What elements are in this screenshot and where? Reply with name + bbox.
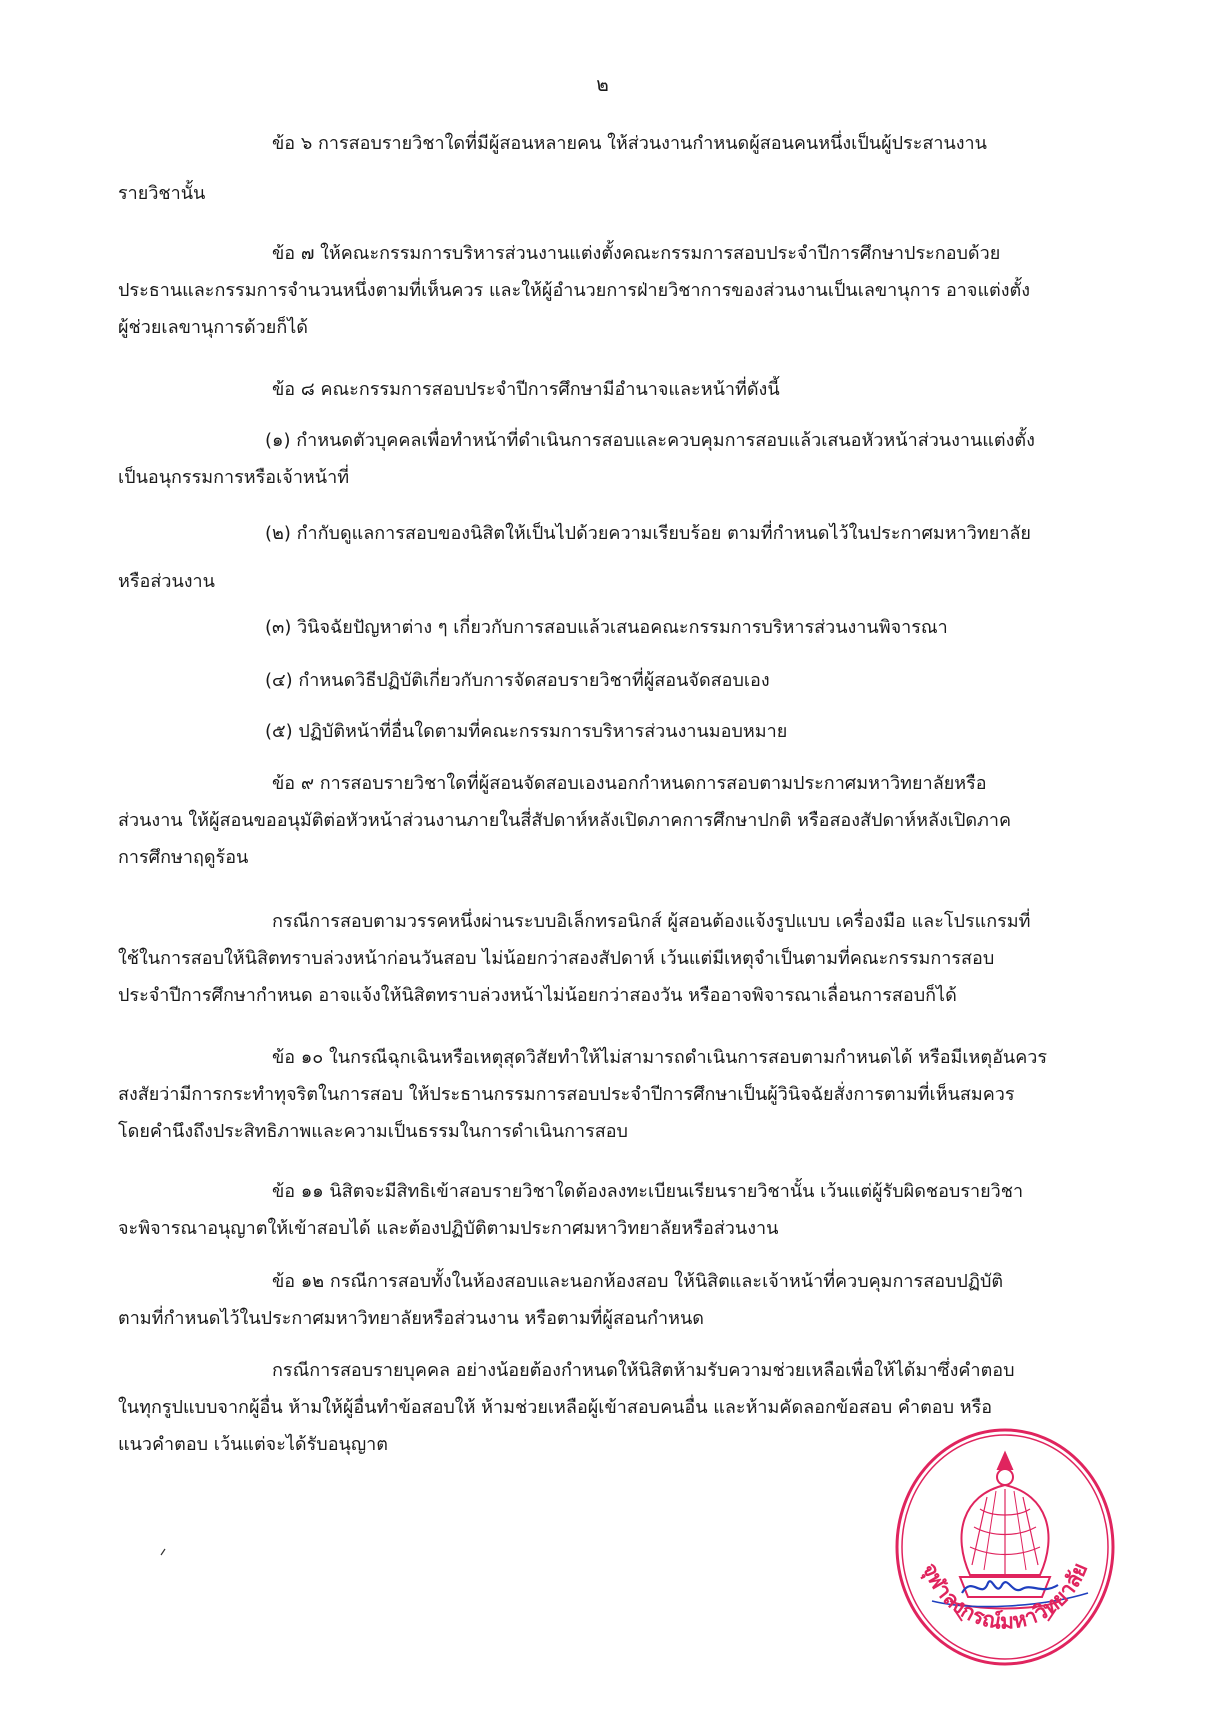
university-seal-icon <box>892 1425 1118 1669</box>
paragraph-line: โดยคำนึงถึงประสิทธิภาพและความเป็นธรรมในการดำเนินการสอบ <box>118 1121 628 1142</box>
paragraph-line: ผู้ช่วยเลขานุการด้วยก็ได้ <box>118 317 308 338</box>
paragraph-line: สงสัยว่ามีการกระทำทุจริตในการสอบ ให้ประธานกรรมการสอบประจำปีการศึกษาเป็นผู้วินิจฉัยสั่งการตามที่เห็นสมควร <box>118 1084 1015 1105</box>
paragraph-line: ใช้ในการสอบให้นิสิตทราบล่วงหน้าก่อนวันสอบ ไม่น้อยกว่าสองสัปดาห์ เว้นแต่มีเหตุจำเป็นตามที่คณะกรรมการสอบ <box>118 948 995 969</box>
paragraph-line: ข้อ ๗ ให้คณะกรรมการบริหารส่วนงานแต่งตั้งคณะกรรมการสอบประจำปีการศึกษาประกอบด้วย <box>272 243 1001 264</box>
paragraph-line: กรณีการสอบรายบุคคล อย่างน้อยต้องกำหนดให้นิสิตห้ามรับความช่วยเหลือเพื่อให้ได้มาซึ่งคำตอบ <box>272 1360 1015 1381</box>
paragraph-line: ข้อ ๘ คณะกรรมการสอบประจำปีการศึกษามีอำนาจและหน้าที่ดังนี้ <box>272 379 780 400</box>
paragraph-line: (๑) กำหนดตัวบุคคลเพื่อทำหน้าที่ดำเนินการสอบและควบคุมการสอบแล้วเสนอหัวหน้าส่วนงานแต่งตั้ง <box>265 430 1035 451</box>
paragraph-line: กรณีการสอบตามวรรคหนึ่งผ่านระบบอิเล็กทรอนิกส์ ผู้สอนต้องแจ้งรูปแบบ เครื่องมือ และโปรแกรมที่ <box>272 911 1031 932</box>
paragraph-line: ข้อ ๙ การสอบรายวิชาใดที่ผู้สอนจัดสอบเองนอกกำหนดการสอบตามประกาศมหาวิทยาลัยหรือ <box>272 773 987 794</box>
paragraph-line: ข้อ ๑๐ ในกรณีฉุกเฉินหรือเหตุสุดวิสัยทำให้ไม่สามารถดำเนินการสอบตามกำหนดได้ หรือมีเหตุอันควร <box>272 1047 1048 1068</box>
paragraph-line: (๔) กำหนดวิธีปฏิบัติเกี่ยวกับการจัดสอบรายวิชาที่ผู้สอนจัดสอบเอง <box>265 670 770 691</box>
paragraph-line: ส่วนงาน ให้ผู้สอนขออนุมัติต่อหัวหน้าส่วนงานภายในสี่สัปดาห์หลังเปิดภาคการศึกษาปกติ หรือสองสัปดาห์หลังเปิดภาค <box>118 810 1012 831</box>
paragraph-line: (๓) วินิจฉัยปัญหาต่าง ๆ เกี่ยวกับการสอบแล้วเสนอคณะกรรมการบริหารส่วนงานพิจารณา <box>265 617 948 638</box>
paragraph-line: ข้อ ๑๒ กรณีการสอบทั้งในห้องสอบและนอกห้องสอบ ให้นิสิตและเจ้าหน้าที่ควบคุมการสอบปฏิบัติ <box>272 1271 1004 1292</box>
paragraph-line: จะพิจารณาอนุญาตให้เข้าสอบได้ และต้องปฏิบัติตามประกาศมหาวิทยาลัยหรือส่วนงาน <box>118 1218 779 1239</box>
paragraph-line: ประจำปีการศึกษากำหนด อาจแจ้งให้นิสิตทราบล่วงหน้าไม่น้อยกว่าสองวัน หรืออาจพิจารณาเลื่อนการสอบก็ได้ <box>118 985 957 1006</box>
paragraph-line: ในทุกรูปแบบจากผู้อื่น ห้ามให้ผู้อื่นทำข้อสอบให้ ห้ามช่วยเหลือผู้เข้าสอบคนอื่น และห้ามคัดลอกข้อสอบ คำตอบ หรือ <box>118 1397 993 1418</box>
paragraph-line: หรือส่วนงาน <box>118 571 215 592</box>
paragraph-line: ประธานและกรรมการจำนวนหนึ่งตามที่เห็นควร และให้ผู้อำนวยการฝ่ายวิชาการของส่วนงานเป็นเลขานุการ อาจแต่งตั้ง <box>118 280 1031 301</box>
svg-text:จุฬาลงกรณ์มหาวิทยาลัย: จุฬาลงกรณ์มหาวิทยาลัย <box>917 1559 1093 1634</box>
paragraph-line: รายวิชานั้น <box>118 183 206 204</box>
paragraph-line: เป็นอนุกรรมการหรือเจ้าหน้าที่ <box>118 467 350 488</box>
paragraph-line: ข้อ ๖ การสอบรายวิชาใดที่มีผู้สอนหลายคน ให้ส่วนงานกำหนดผู้สอนคนหนึ่งเป็นผู้ประสานงาน <box>272 133 987 154</box>
page-number: ๒ <box>596 74 609 96</box>
paragraph-line: ข้อ ๑๑ นิสิตจะมีสิทธิเข้าสอบรายวิชาใดต้องลงทะเบียนเรียนรายวิชานั้น เว้นแต่ผู้รับผิดชอบรายวิชา <box>272 1181 1024 1202</box>
stray-pen-mark <box>160 1548 166 1556</box>
paragraph-line: แนวคำตอบ เว้นแต่จะได้รับอนุญาต <box>118 1434 388 1455</box>
paragraph-line: (๒) กำกับดูแลการสอบของนิสิตให้เป็นไปด้วยความเรียบร้อย ตามที่กำหนดไว้ในประกาศมหาวิทยาลัย <box>265 523 1031 544</box>
paragraph-line: การศึกษาฤดูร้อน <box>118 847 249 868</box>
paragraph-line: ตามที่กำหนดไว้ในประกาศมหาวิทยาลัยหรือส่วนงาน หรือตามที่ผู้สอนกำหนด <box>118 1308 704 1329</box>
paragraph-line: (๕) ปฏิบัติหน้าที่อื่นใดตามที่คณะกรรมการบริหารส่วนงานมอบหมาย <box>265 721 788 742</box>
